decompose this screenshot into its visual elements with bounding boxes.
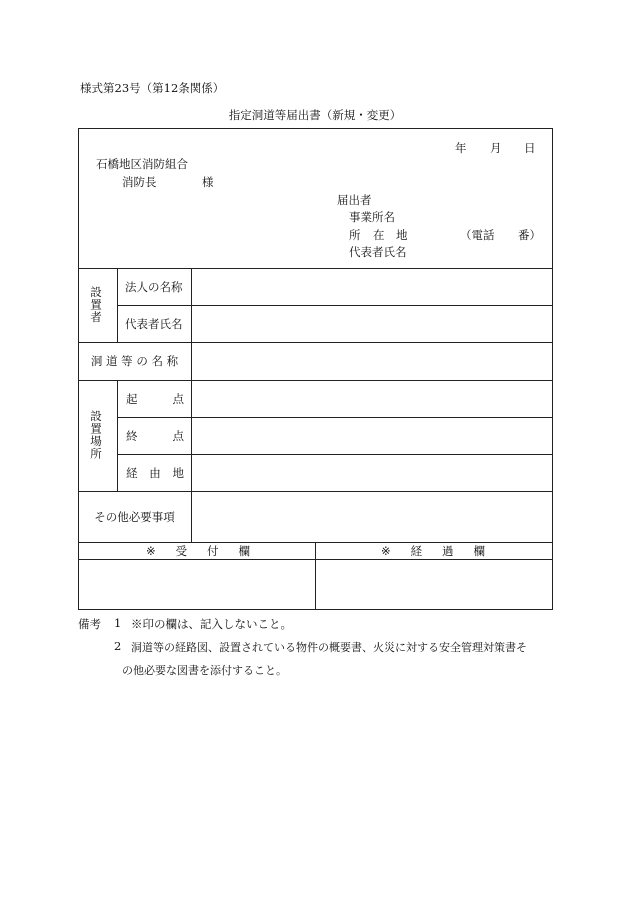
corp-name-field[interactable]: [192, 269, 552, 305]
location-group-label: 設置場所: [89, 410, 103, 460]
notes-label: 備考: [78, 617, 101, 631]
via-point-char-3: 地: [172, 465, 184, 480]
end-point-label: [126, 417, 184, 454]
form-title: 指定洞道等届出書（新規・変更）: [228, 108, 402, 122]
progress-char-2: 過: [442, 543, 454, 558]
tunnel-name-label: 洞 道 等 の 名 称: [90, 354, 179, 368]
via-point-char-1: 経: [126, 465, 138, 480]
via-point-label: [126, 454, 184, 491]
note-2-text-line-1: 洞道等の経路図、設置されている物件の概要書、火災に対する安全管理対策書そ: [131, 641, 527, 654]
other-matters-field[interactable]: [192, 492, 552, 542]
date-day-label: 日: [524, 141, 536, 155]
phone-label-open: （電話: [460, 228, 495, 242]
form-number: 様式第23号（第12条関係）: [80, 81, 225, 95]
representative-name-label: 代表者氏名: [349, 245, 407, 259]
corp-name-label: 法人の名称: [125, 279, 183, 294]
recipient-honorific: 様: [202, 175, 214, 189]
representative-name-field[interactable]: [192, 306, 552, 342]
end-point-field[interactable]: [192, 418, 552, 454]
reception-mark: ※: [146, 543, 156, 558]
reception-column-header: [146, 542, 250, 559]
location-group-divider: [117, 380, 118, 491]
end-point-char-1: 終: [126, 428, 138, 443]
note-2-number: 2: [114, 639, 122, 653]
note-1-text: ※印の欄は、記入しないこと。: [131, 617, 292, 631]
start-point-label: [126, 380, 184, 417]
progress-mark: ※: [381, 543, 391, 558]
start-point-char-2: 点: [172, 391, 184, 406]
via-point-field[interactable]: [192, 455, 552, 491]
tunnel-name-field[interactable]: [192, 343, 552, 380]
start-point-field[interactable]: [192, 381, 552, 417]
installer-group-label: 設置者: [89, 286, 103, 324]
progress-char-3: 欄: [473, 543, 485, 558]
note-1-number: 1: [114, 616, 122, 630]
progress-char-1: 経: [410, 543, 423, 558]
via-point-char-2: 由: [149, 465, 161, 480]
business-name-label: 事業所名: [349, 210, 395, 224]
progress-column-header: [381, 542, 485, 559]
representative-name-row-label: 代表者氏名: [125, 316, 183, 331]
reception-field: [79, 560, 315, 609]
recipient-title: 消防長: [122, 175, 157, 189]
reception-char-2: 付: [207, 543, 219, 558]
reception-char-1: 受: [175, 543, 188, 558]
start-point-char-1: 起: [126, 391, 138, 406]
applicant-label: 届出者: [337, 193, 372, 207]
recipient-org: 石橋地区消防組合: [96, 157, 188, 171]
other-matters-label: その他必要事項: [94, 509, 175, 524]
address-label-1: 所: [349, 228, 361, 242]
date-year-label: 年: [455, 141, 467, 155]
progress-field: [316, 560, 552, 609]
phone-label-close: 番）: [518, 228, 541, 242]
end-point-char-2: 点: [172, 428, 184, 443]
address-label-3: 地: [396, 228, 408, 242]
date-month-label: 月: [490, 141, 502, 155]
address-label-2: 在: [373, 228, 385, 242]
note-2-text-line-2: の他必要な図書を添付すること。: [122, 664, 287, 677]
reception-char-3: 欄: [238, 543, 250, 558]
